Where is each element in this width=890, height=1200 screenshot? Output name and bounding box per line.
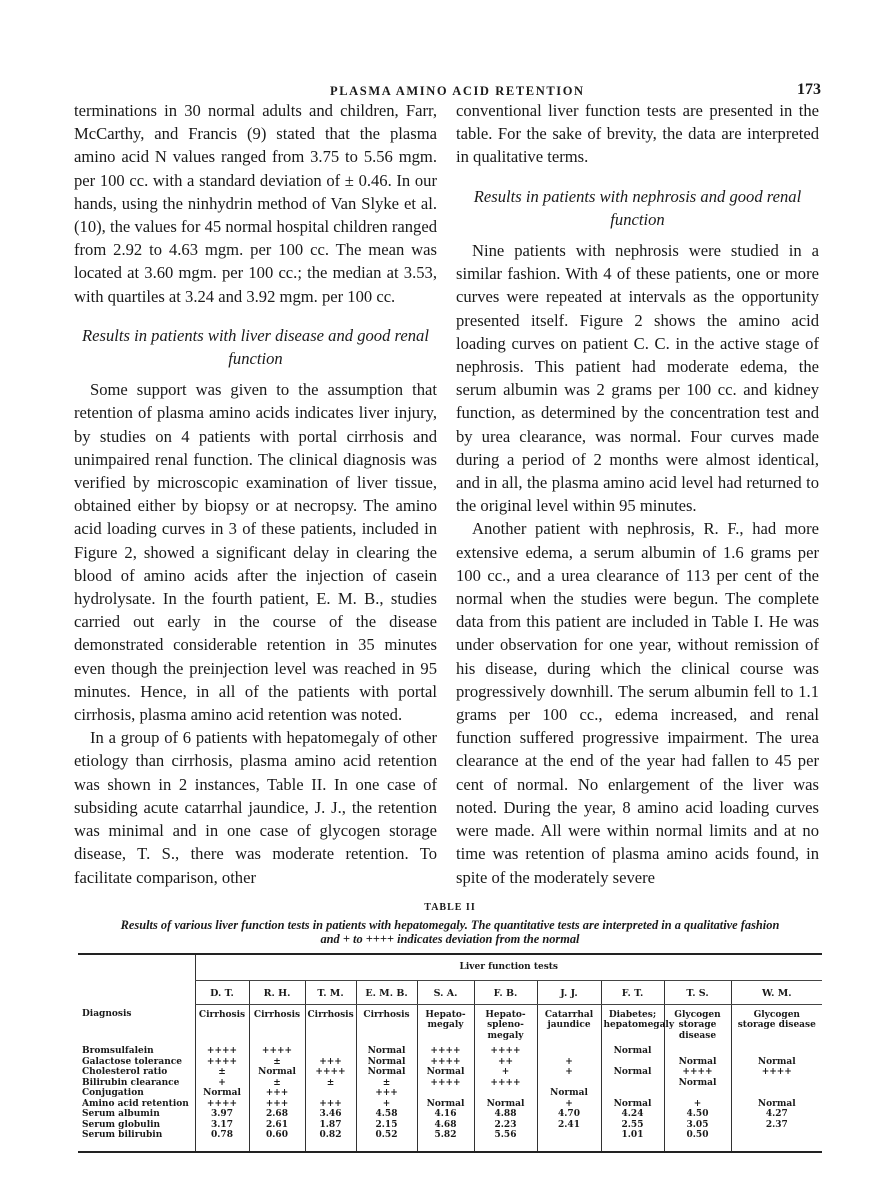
table-cell: 1.01 [601, 1130, 664, 1152]
table-cell: 4.50 [664, 1109, 731, 1120]
row-label: Amino acid retention [82, 1098, 189, 1109]
table-row [78, 1088, 822, 1099]
section-heading: Results in patients with nephrosis and good renal function [473, 186, 802, 229]
table-cell: ++++ [305, 1067, 356, 1078]
table-cell: ++++ [417, 1057, 474, 1068]
table-ii [78, 901, 822, 1173]
table-cell: ++ [474, 1057, 537, 1068]
row-label: Serum bilirubin [82, 1130, 163, 1141]
table-cell [731, 1046, 822, 1057]
table-cell [731, 1130, 822, 1152]
table-cell: ++++ [731, 1067, 822, 1078]
table-cell: Normal [664, 1057, 731, 1068]
table-cell: + [537, 1099, 601, 1110]
table-cell [601, 1057, 664, 1068]
table-cell: 2.61 [249, 1120, 305, 1131]
diagnosis-cell: Glycogen storage disease [731, 1004, 822, 1046]
table-cell: 4.70 [537, 1109, 601, 1120]
paragraph: Nine patients with nephrosis were studied in a similar fashion. With 4 of these patients, one or more curves were repeated at intervals as the opportunity presented itself. Figure 2 shows the amino acid loading curves on patient C. C. in the active stage of nephrosis. This patient had moderate edema, the serum albumin was 2 grams per 100 cc. and kidney function, as determined by the concentration test and by urea clearance, was normal. Four curves made during a period of 2 months were almost identical, and in all, the plasma amino acid level had returned to the original level within 95 minutes. [456, 241, 819, 516]
patient-header: T. S. [664, 980, 731, 1004]
table-cell: 2.37 [731, 1120, 822, 1131]
paragraph: Some support was given to the assumption that retention of plasma amino acids indicates liver injury, by studies on 4 patients with portal cirrhosis and unimpaired renal function. The clinical diagnosis was verified by microscopic examination of liver tissue, obtained either by biopsy or at necropsy. The amino acid loading curves in 3 of these patients, included in Figure 2, showed a significant delay in clearing the blood of amino acids after the injection of casein hydrolysate. In the fourth patient, E. M. B., studies carried out early in the course of the disease demonstrated considerable retention in 35 minutes even though the preinjection level was reached in 95 minutes. Hence, in all of the patients with portal cirrhosis, plasma amino acid retention was noted. [74, 380, 437, 725]
patient-header: F. T. [601, 980, 664, 1004]
row-label: Cholesterol ratio [82, 1067, 168, 1078]
diagnosis-cell: Glycogen storage disease [664, 1004, 731, 1046]
table-cell [664, 1088, 731, 1099]
table-cell: Normal [474, 1099, 537, 1110]
table-cell [664, 1046, 731, 1057]
diagnosis-cell: Cirrhosis [356, 1004, 417, 1046]
table-cell: + [537, 1057, 601, 1068]
table-cell: Normal [601, 1099, 664, 1110]
table-cell: Normal [356, 1046, 417, 1057]
table-cell: Normal [731, 1057, 822, 1068]
table-cell: ± [249, 1057, 305, 1068]
table-cell [601, 1088, 664, 1099]
patient-header: S. A. [417, 980, 474, 1004]
table-cell: 2.23 [474, 1120, 537, 1131]
patient-header: J. J. [537, 980, 601, 1004]
table-cell: 4.27 [731, 1109, 822, 1120]
table-cell: +++ [305, 1099, 356, 1110]
diagnosis-cell: Cirrhosis [195, 1004, 249, 1046]
diagnosis-cell: Cirrhosis [305, 1004, 356, 1046]
diagnosis-cell: Hepato-spleno-megaly [474, 1004, 537, 1046]
table-cell: 2.55 [601, 1120, 664, 1131]
table-row [78, 1109, 822, 1120]
table-cell: ++++ [474, 1078, 537, 1089]
diagnosis-cell: Hepato-megaly [417, 1004, 474, 1046]
table-cell: 0.78 [195, 1130, 249, 1152]
table-cell: Normal [601, 1046, 664, 1057]
table-cell [474, 1088, 537, 1099]
left-column [74, 99, 437, 889]
table-row [78, 1057, 822, 1068]
right-column [456, 99, 819, 889]
patient-header: E. M. B. [356, 980, 417, 1004]
table-cell [601, 1078, 664, 1089]
patient-header: W. M. [731, 980, 822, 1004]
table-cell: 4.16 [417, 1109, 474, 1120]
table-cell: 0.82 [305, 1130, 356, 1152]
row-label: Serum globulin [82, 1119, 161, 1130]
table-cell: 0.52 [356, 1130, 417, 1152]
table-cell: Normal [417, 1067, 474, 1078]
table-caption: Results of various liver function tests in patients with hepatomegaly. The quantitative tests are interpreted in a qualitative fashion and + to ++++ indicates deviation from the normal [120, 917, 780, 947]
row-label: Diagnosis [82, 1009, 132, 1020]
table-cell: ++++ [195, 1099, 249, 1110]
table-cell: +++ [356, 1088, 417, 1099]
table-cell: ++++ [417, 1046, 474, 1057]
table-cell: 0.50 [664, 1130, 731, 1152]
table-cell: 4.68 [417, 1120, 474, 1131]
paragraph: In a group of 6 patients with hepatomegaly of other etiology than cirrhosis, plasma amino acid retention was shown in 2 instances, Table II. In one case of subsiding acute catarrhal jaundice, J. J., the retention was minimal and in one case of glycogen storage disease, T. S., there was moderate retention. To facilitate comparison, other [74, 728, 437, 887]
table-cell: 4.88 [474, 1109, 537, 1120]
row-label: Bilirubin clearance [82, 1077, 180, 1088]
table-cell [731, 1078, 822, 1089]
patient-header: R. H. [249, 980, 305, 1004]
table-row [78, 1078, 822, 1089]
table-cell [537, 1130, 601, 1152]
row-label: Serum albumin [82, 1109, 160, 1120]
table-cell: ± [195, 1067, 249, 1078]
row-label: Conjugation [82, 1088, 144, 1099]
diagnosis-cell: Diabetes; hepatomegaly [601, 1004, 664, 1046]
table-cell: 0.60 [249, 1130, 305, 1152]
diagnosis-cell: Cirrhosis [249, 1004, 305, 1046]
paragraph: Another patient with nephrosis, R. F., had more extensive edema, a serum albumin of 1.6 grams per 100 cc., and a urea clearance of 113 per cent of the normal when the studies were begun. The complete data from this patient are included in Table I. He was under observation for one year, without remission of his disease, during which the clinical course was progressively downhill. The serum albumin fell to 1.1 grams per 100 cc., edema increased, and renal function suffered progressive impairment. The urea clearance at the end of the year had fallen to 45 per cent of normal. No enlargement of the liver was noted. During the year, 8 amino acid loading curves were made. All were within normal limits and at no time was retention of plasma amino acids found, in spite of the moderately severe [456, 519, 819, 887]
patient-header: T. M. [305, 980, 356, 1004]
paragraph: terminations in 30 normal adults and children, Farr, McCarthy, and Francis (9) stated that the plasma amino acid N values ranged from 3.75 to 5.56 mgm. per 100 cc. with a standard deviation of ± 0.46. In our hands, using the ninhydrin method of Van Slyke et al. (10), the values for 45 normal hospital children ranged from 2.92 to 4.63 mgm. per 100 cc. The mean was located at 3.60 mgm. per 100 cc.; the median at 3.53, with quartiles at 3.24 and 3.92 mgm. per 100 cc. [74, 101, 437, 306]
table-cell: Normal [356, 1067, 417, 1078]
row-label: Galactose tolerance [82, 1056, 182, 1067]
table-cell: Normal [731, 1099, 822, 1110]
table-cell: ++++ [195, 1046, 249, 1057]
group-header: Liver function tests [195, 954, 822, 981]
row-label: Bromsulfalein [82, 1046, 154, 1057]
table-cell: Normal [417, 1099, 474, 1110]
table-cell: Normal [195, 1088, 249, 1099]
table-cell: 1.87 [305, 1120, 356, 1131]
diagnosis-cell: Catarrhal jaundice [537, 1004, 601, 1046]
table-cell: Normal [664, 1078, 731, 1089]
table-cell: 5.56 [474, 1130, 537, 1152]
table-cell: 2.15 [356, 1120, 417, 1131]
table-cell: Normal [356, 1057, 417, 1068]
liver-function-table [78, 953, 822, 1153]
table-cell: + [664, 1099, 731, 1110]
table-cell [537, 1078, 601, 1089]
table-cell: ± [356, 1078, 417, 1089]
table-row [78, 1004, 822, 1046]
table-cell: + [195, 1078, 249, 1089]
table-cell: + [474, 1067, 537, 1078]
table-cell: ++++ [474, 1046, 537, 1057]
table-cell: + [537, 1067, 601, 1078]
patient-header: D. T. [195, 980, 249, 1004]
table-cell: 2.41 [537, 1120, 601, 1131]
table-cell: 3.05 [664, 1120, 731, 1131]
table-cell: Normal [537, 1088, 601, 1099]
section-heading: Results in patients with liver disease and good renal function [82, 325, 429, 369]
table-cell [537, 1046, 601, 1057]
table-cell: 5.82 [417, 1130, 474, 1152]
running-title: PLASMA AMINO ACID RETENTION [330, 84, 585, 98]
table-cell: ++++ [195, 1057, 249, 1068]
patient-header: F. B. [474, 980, 537, 1004]
table-cell [731, 1088, 822, 1099]
body-columns [74, 99, 819, 889]
table-cell: ++++ [249, 1046, 305, 1057]
table-cell: + [356, 1099, 417, 1110]
table-cell: ++++ [664, 1067, 731, 1078]
paragraph: conventional liver function tests are presented in the table. For the sake of brevity, the data are interpreted in qualitative terms. [456, 101, 819, 167]
table-row [78, 1067, 822, 1078]
table-cell: +++ [305, 1057, 356, 1068]
table-cell [305, 1088, 356, 1099]
table-cell [305, 1046, 356, 1057]
table-label: TABLE II [424, 901, 476, 913]
table-cell: Normal [601, 1067, 664, 1078]
table-row [78, 1120, 822, 1131]
table-cell: 4.58 [356, 1109, 417, 1120]
table-cell: +++ [249, 1088, 305, 1099]
table-cell: +++ [249, 1099, 305, 1110]
table-row [78, 1130, 822, 1152]
table-cell: 3.17 [195, 1120, 249, 1131]
table-cell: ± [305, 1078, 356, 1089]
table-cell: Normal [249, 1067, 305, 1078]
table-cell [417, 1088, 474, 1099]
table-cell: ± [249, 1078, 305, 1089]
running-head [0, 0, 890, 99]
table-row [78, 1046, 822, 1057]
table-row [78, 1099, 822, 1110]
table-cell: 3.46 [305, 1109, 356, 1120]
table-cell: 2.68 [249, 1109, 305, 1120]
table-cell: ++++ [417, 1078, 474, 1089]
table-cell: 3.97 [195, 1109, 249, 1120]
page-number: 173 [797, 81, 821, 98]
table-cell: 4.24 [601, 1109, 664, 1120]
